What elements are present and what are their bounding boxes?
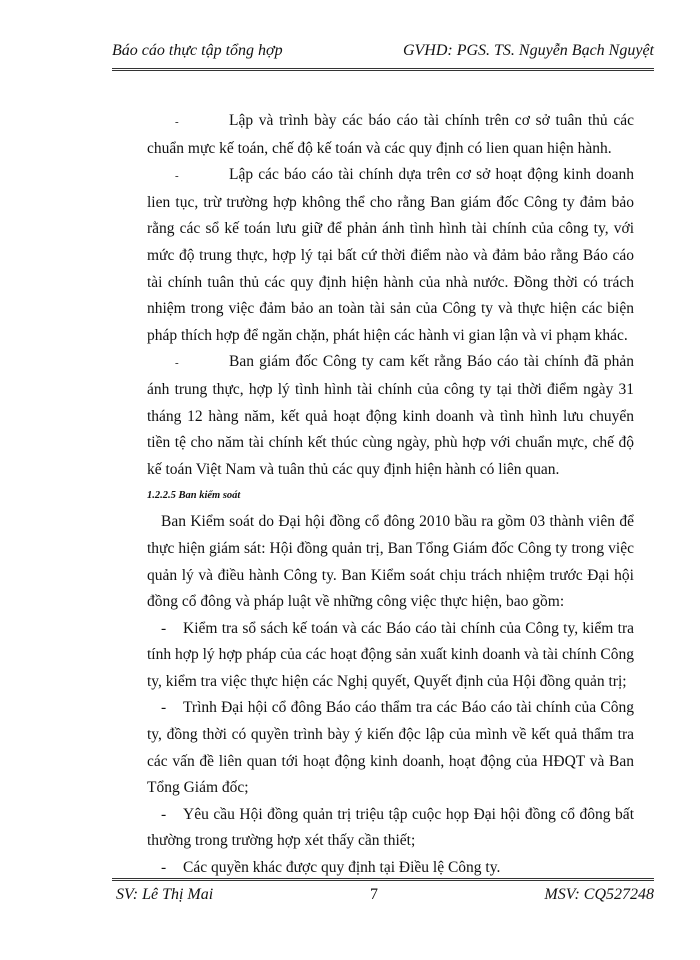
bullet-mark: -	[175, 357, 179, 370]
list-item: - Kiểm tra sổ sách kế toán và các Báo cáo tài chính của Công ty, kiểm tra tính hợp lý hợp pháp của các hoạt động sản xuất kinh doanh và tài chính Công ty, kiểm tra việc thực hiện các Nghị quyết, Quyết định của Hội đồng quản trị;	[147, 619, 634, 690]
header-rule	[112, 68, 654, 71]
page-number: 7	[370, 886, 378, 903]
paragraph-1: - Lập và trình bày các báo cáo tài chính trên cơ sở tuân thủ các chuẩn mực kế toán, chế độ kế toán và các quy định có lien quan hiện hành.	[147, 108, 634, 162]
header-report-title: Báo cáo thực tập tổng hợp	[112, 42, 283, 59]
paragraph-2: - Lập các báo cáo tài chính dựa trên cơ sở hoạt động kinh doanh lien tục, trừ trường hợp không thể cho rằng Ban giám đốc Công ty đảm bảo rằng các sổ kế toán lưu giữ để phản ánh tình hình tài chính của công ty, với mức độ trung thực, hợp lý tại bất cứ thời điểm nào và đảm bảo rằng Báo cáo tài chính tuân thủ các quy định hiện hành của nhà nước. Đồng thời có trách nhiệm trong việc đảm bảo an toàn tài sản của Công ty và thực hiện các biện pháp thích hợp để ngăn chặn, phát hiện các hành vi gian lận và vi phạm khác.	[147, 162, 634, 349]
footer-student-id: MSV: CQ527248	[544, 886, 654, 903]
bullet-mark: -	[175, 170, 179, 183]
list-item: - Yêu cầu Hội đồng quản trị triệu tập cuộc họp Đại hội đồng cổ đông bất thường trong trường hợp xét thấy cần thiết;	[147, 805, 634, 850]
header-advisor: GVHD: PGS. TS. Nguyễn Bạch Nguyệt	[402, 42, 654, 59]
page-header	[112, 42, 654, 68]
section-heading: 1.2.2.5 Ban kiểm soát	[147, 490, 241, 502]
document-body	[147, 108, 634, 882]
page-footer	[112, 886, 654, 910]
section-intro: Ban Kiểm soát do Đại hội đồng cổ đông 2010 bầu ra gồm 03 thành viên để thực hiện giám sát: Hội đồng quản trị, Ban Tổng Giám đốc Công ty trong việc quản lý và điều hành Công ty. Ban Kiểm soát chịu trách nhiệm trước Đại hội đồng cổ đông và pháp luật về những công việc thực hiện, bao gồm:	[147, 513, 634, 611]
footer-rule	[112, 878, 654, 881]
footer-student-name: SV: Lê Thị Mai	[116, 886, 214, 903]
list-item: - Trình Đại hội cổ đông Báo cáo thẩm tra các Báo cáo tài chính của Công ty, đồng thời có quyền trình bày ý kiến độc lập của mình về kết quả thẩm tra các vấn đề liên quan tới hoạt động kinh doanh, hoạt động của HĐQT và Ban Tổng Giám đốc;	[147, 699, 634, 797]
paragraph-3: - Ban giám đốc Công ty cam kết rằng Báo cáo tài chính đã phản ánh trung thực, hợp lý tình hình tài chính của công ty tại thời điểm ngày 31 tháng 12 hàng năm, kết quả hoạt động kinh doanh và tình hình lưu chuyển tiền tệ cho năm tài chính kết thúc cùng ngày, phù hợp với chuẩn mực, chế độ kế toán Việt Nam và tuân thủ các quy định hiện hành có liên quan.	[147, 349, 634, 483]
list-item: - Các quyền khác được quy định tại Điều lệ Công ty.	[161, 859, 501, 877]
bullet-mark: -	[175, 116, 179, 128]
